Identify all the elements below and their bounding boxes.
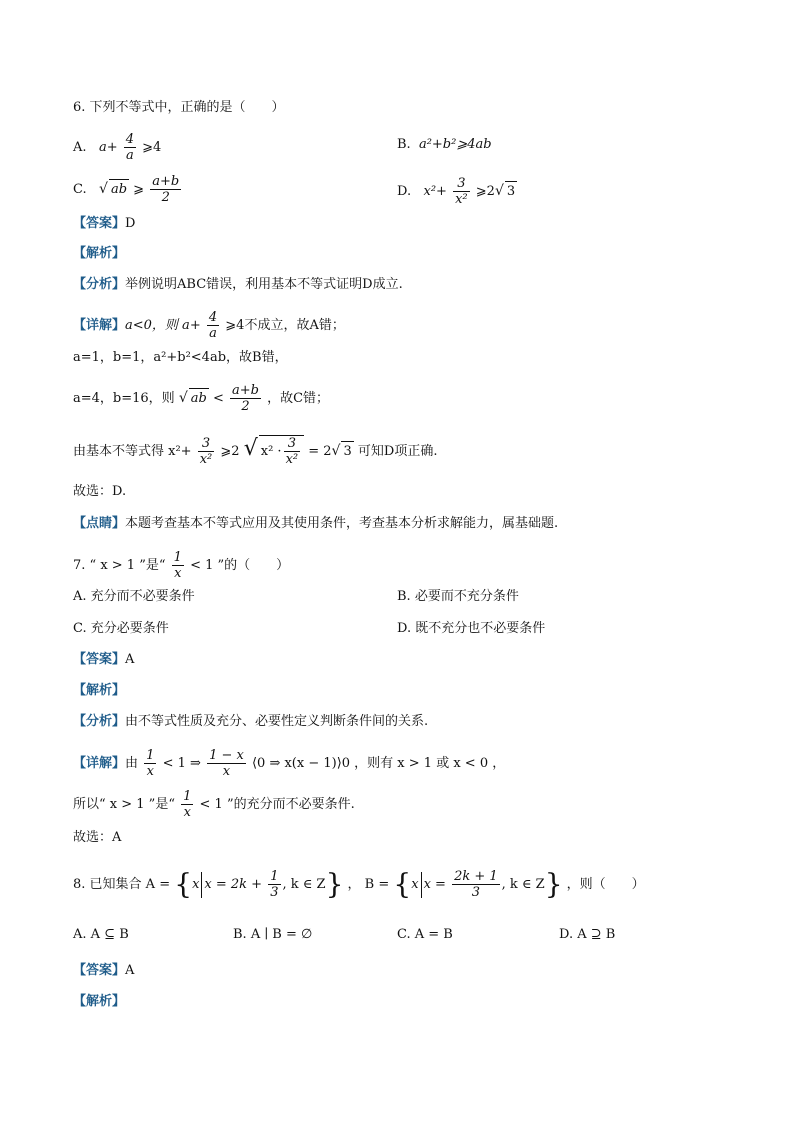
q8-jiexi: 【解析】 — [73, 994, 126, 1009]
q6-xiangjie-2: a=1，b=1，a²+b²<4ab，故B错， — [73, 350, 288, 365]
q6-dianjing: 【点睛】本题考查基本不等式应用及其使用条件，考查基本分析求解能力，属基础题. — [73, 516, 559, 531]
q8-option-c: C. A = B — [397, 927, 453, 942]
q7-xiangjie-1: 【详解】由 $\frac{1}{x}$ < 1 ⇒ $\frac{1 - x}{x}$ ⟨0 ⇒ x(x − 1)⟩0 ，则有 x > 1 或 x < 0 ， — [73, 748, 506, 779]
q6-answer: 【答案】D — [73, 216, 136, 231]
q8-option-d: D. A ⊇ B — [559, 927, 616, 942]
q8-stem: 8. 已知集合 A = {x x = 2k + $\frac{1}{3}$ , k ∈ Z} ， B = {x x = $\frac{2k + 1}{3}$ , k ∈ Z} ，则（ ） — [73, 867, 645, 901]
fraction: $\frac{4}{a}$ — [125, 132, 135, 163]
q6-option-a: A. a+ $\frac{4}{a}$ ⩾4 — [73, 132, 162, 163]
q6-fenxi: 【分析】举例说明ABC错误，利用基本不等式证明D成立. — [73, 277, 403, 292]
q6-stem: 6. 下列不等式中，正确的是（ ） — [73, 100, 285, 115]
q7-guxuan: 故选：A — [73, 830, 122, 845]
q8-option-a: A. A ⊆ B — [73, 927, 129, 942]
q6-guxuan: 故选：D. — [73, 484, 127, 499]
sqrt-sign: √ — [99, 181, 108, 197]
q8-answer: 【答案】A — [73, 963, 135, 978]
q7-option-b: B. 必要而不充分条件 — [397, 589, 519, 604]
q6-option-c: C. √ ab ⩾ $\frac{a+b}{2}$ — [73, 174, 180, 205]
q7-xiangjie-2: 所以“ x > 1 ”是“ $\frac{1}{x}$ < 1 ”的充分而不必要条件. — [73, 789, 355, 820]
q6-xiangjie-3: a=4，b=16，则 √ ab < $\frac{a+b}{2}$ ，故C错； — [73, 383, 330, 414]
q8-option-b: B. A ∣ B = ∅ — [233, 927, 313, 942]
q6-xiangjie-4: 由基本不等式得 x²+ $\frac{3}{\text{x²}}$ ⩾2 √ x² · $\frac{3}{\text{x²}}$ = 2√ 3 可知D项正确. — [73, 436, 438, 467]
q6-xiangjie-1: 【详解】a<0，则 a+ $\frac{4}{a}$ ⩾4不成立，故A错； — [73, 310, 345, 341]
q7-jiexi: 【解析】 — [73, 683, 126, 698]
q7-fenxi: 【分析】由不等式性质及充分、必要性定义判断条件间的关系. — [73, 714, 429, 729]
q7-option-a: A. 充分而不必要条件 — [73, 589, 195, 604]
q7-answer: 【答案】A — [73, 652, 135, 667]
q7-stem: 7. “ x > 1 ”是“ $\frac{1}{x}$ < 1 ”的（ ） — [73, 550, 290, 581]
q6-option-d: D. x²+ $\frac{3}{\text{x²}}$ ⩾2√ 3 — [397, 176, 516, 207]
q7-option-c: C. 充分必要条件 — [73, 621, 169, 636]
q6-option-b: B. a²+b²⩾4ab — [397, 137, 492, 152]
q6-jiexi: 【解析】 — [73, 246, 126, 261]
q7-option-d: D. 既不充分也不必要条件 — [397, 621, 546, 636]
